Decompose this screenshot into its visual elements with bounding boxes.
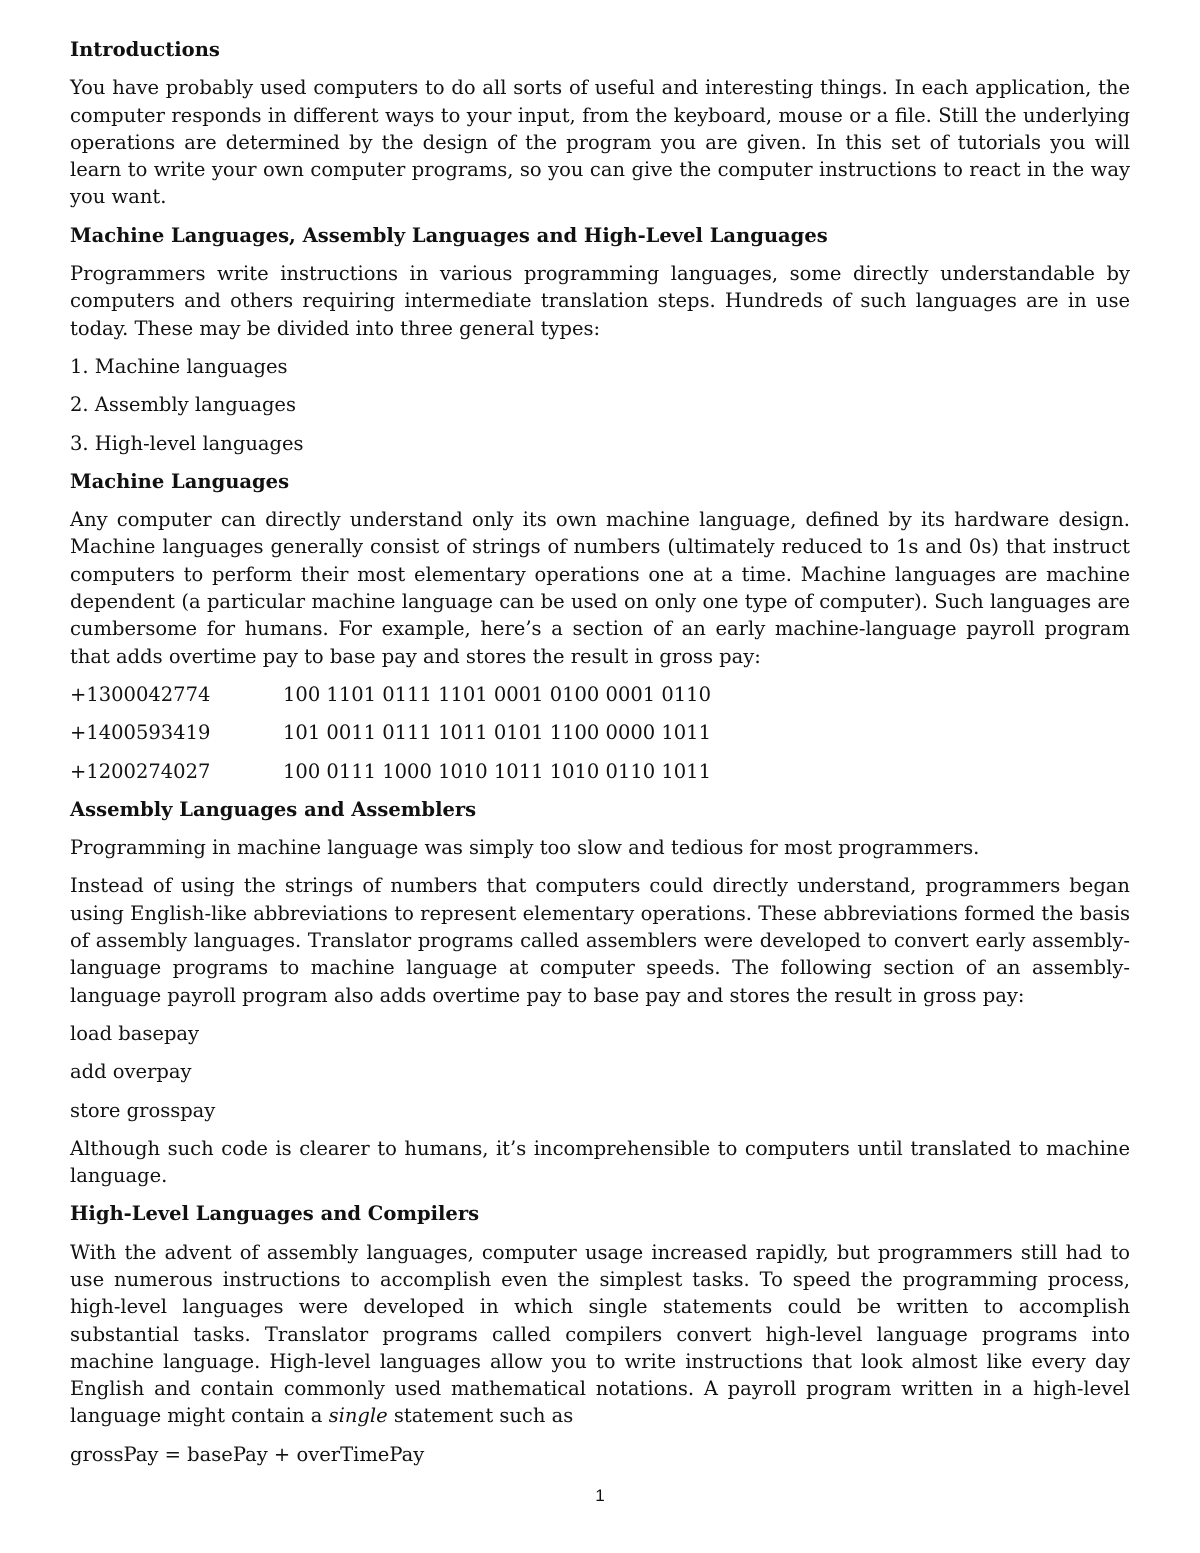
machine-code-row [70,681,1130,708]
document-page [70,36,1130,1479]
machine-code-row [70,719,1130,746]
languages-paragraph: Programmers write instructions in various programming languages, some directly understandable by computers and others requiring intermediate translation steps. Hundreds of such languages are in use today. These may be divided into three general types: [70,262,1130,340]
assembly-code-line: store grosspay [70,1098,216,1122]
machine-heading: Machine Languages [70,469,290,493]
list-item: 1. Machine languages [70,354,288,378]
highlevel-emphasis: single [328,1404,388,1428]
list-item: 2. Assembly languages [70,393,296,417]
list-item: 3. High-level languages [70,431,304,455]
machine-code-decimal: +1300042774 [70,682,211,706]
machine-code-binary: 100 1101 0111 1101 0001 0100 0001 0110 [283,682,711,706]
machine-code-row [70,758,1130,785]
assembly-code-line: load basepay [70,1021,200,1045]
languages-heading: Machine Languages, Assembly Languages and High-Level Languages [70,223,828,247]
machine-code-decimal: +1200274027 [70,759,211,783]
highlevel-text-before: With the advent of assembly languages, computer usage increased rapidly, but programmers still had to use numerous instructions to accomplish even the simplest tasks. To speed the programming process, high-level languages were developed in which single statements could be written to accomplish substantial tasks. Translator programs called compilers convert high-level language programs into machine language. High-level languages allow you to write instructions that look almost like every day English and contain commonly used mathematical notations. A payroll program written in a high-level language might contain a [70,1240,1130,1428]
assembly-paragraph-3: Although such code is clearer to humans, it’s incomprehensible to computers until translated to machine language. [70,1136,1130,1188]
machine-code-binary: 101 0011 0111 1011 0101 1100 0000 1011 [283,721,711,745]
assembly-paragraph-2: Instead of using the strings of numbers that computers could directly understand, programmers began using English-like abbreviations to represent elementary operations. These abbreviations formed the basis of assembly languages. Translator programs called assemblers were developed to convert early assembly-language programs to machine language at computer speeds. The following section of an assembly-language payroll program also adds overtime pay to base pay and stores the result in gross pay: [70,874,1130,1007]
assembly-heading: Assembly Languages and Assemblers [70,797,477,821]
machine-code-decimal: +1400593419 [70,721,211,745]
machine-paragraph: Any computer can directly understand only its own machine language, defined by its hardware design. Machine languages generally consist of strings of numbers (ultimately reduced to 1s and 0s) that instruct computers to perform their most elementary operations one at a time. Machine languages are machine dependent (a particular machine language can be used on only one type of computer). Such languages are cumbersome for humans. For example, here’s a section of an early machine-language payroll program that adds overtime pay to base pay and stores the result in gross pay: [70,508,1130,668]
highlevel-code-line: grossPay = basePay + overTimePay [70,1442,425,1466]
page-number: 1 [595,1486,605,1505]
highlevel-text-after: statement such as [393,1404,574,1428]
assembly-paragraph-1: Programming in machine language was simply too slow and tedious for most programmers. [70,836,980,860]
highlevel-paragraph [70,1239,1130,1430]
highlevel-heading: High-Level Languages and Compilers [70,1202,480,1226]
machine-code-binary: 100 0111 1000 1010 1011 1010 0110 1011 [283,759,711,783]
intro-heading: Introductions [70,38,220,61]
assembly-code-line: add overpay [70,1060,192,1084]
intro-paragraph: You have probably used computers to do all sorts of useful and interesting things. In each application, the computer responds in different ways to your input, from the keyboard, mouse or a file. Still the underlying operations are determined by the design of the program you are given. In this set of tutorials you will learn to write your own computer programs, so you can give the computer instructions to react in the way you want. [70,76,1130,209]
